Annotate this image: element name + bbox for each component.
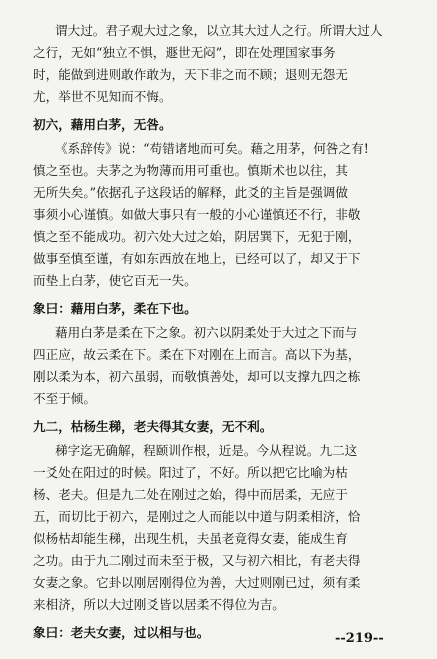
text-line-heading: 象曰：藉用白茅，柔在下也。 [33, 301, 197, 316]
text-line: 《系辞传》说：“苟错诸地而可矣。藉之用茅，何咎之有! [55, 141, 369, 156]
text-line: 女妻之象。它卦以刚居刚得位为善，大过则刚已过，须有柔 [33, 575, 361, 590]
text-line: 杨、老夫。但是九二处在刚过之始，得中而居柔，无应于 [33, 487, 348, 502]
text-line: 四正应，故云柔在下。柔在下对刚在上而言。高以下为基， [33, 347, 361, 362]
text-line: 刚以柔为本，初六虽弱，而敬慎善处，却可以支撑九四之栋 [33, 369, 361, 384]
text-line-heading: 初六，藉用白茅，无咎。 [33, 117, 172, 132]
text-line: 事须小心谨慎。如做大事只有一般的小心谨慎还不行，非敬 [33, 207, 361, 222]
text-line: 不至于倾。 [33, 391, 96, 406]
text-line: 谓大过。君子观大过之象，以立其大过人之行。所谓大过人 [55, 23, 383, 38]
text-line: 似杨枯却能生稊，出现生机，夫虽老竟得女妻，能成生育 [33, 531, 348, 546]
text-line: 慎之至也。夫茅之为物薄而用可重也。慎斯术也以往，其 [33, 163, 348, 178]
text-line-heading: 象曰：老夫女妻，过以相与也。 [33, 625, 210, 640]
text-line: 慎之至不能成功。初六处大过之始，阴居巽下，无犯于刚， [33, 229, 361, 244]
page-number: --219-- [335, 631, 384, 646]
text-line: 一爻处在阳过的时候。阳过了，不好。所以把它比喻为枯 [33, 465, 348, 480]
text-line-heading: 九二，枯杨生稊，老夫得其女妻，无不利。 [33, 419, 273, 434]
text-line: 做事至慎至谨，有如东西放在地上，已经可以了，却又于下 [33, 251, 361, 266]
text-line: 尤，举世不见知而不悔。 [33, 89, 172, 104]
text-line: 时，能做到进则敢作敢为，天下非之而不顾；退则无怨无 [33, 67, 348, 82]
text-line: 五，而切比于初六，是刚过之人而能以中道与阴柔相济，恰 [33, 509, 361, 524]
text-line: 之功。由于九二刚过而未至于极，又与初六相比，有老夫得 [33, 553, 361, 568]
text-line: 之行，无如“独立不惧，遯世无闷”，即在处理国家事务 [33, 45, 336, 60]
text-line: 来相济，所以大过刚爻皆以居柔不得位为吉。 [33, 597, 285, 612]
text-line: 藉用白茅是柔在下之象。初六以阴柔处于大过之下而与 [55, 325, 358, 340]
text-line: 无所失矣。”依据孔子这段话的解释，此爻的主旨是强调做 [33, 185, 348, 200]
text-line: 而垫上白茅，使它百无一失。 [33, 273, 197, 288]
text-line: 稊字迄无确解，程颐训作根，近是。今从程说。九二这 [55, 443, 358, 458]
